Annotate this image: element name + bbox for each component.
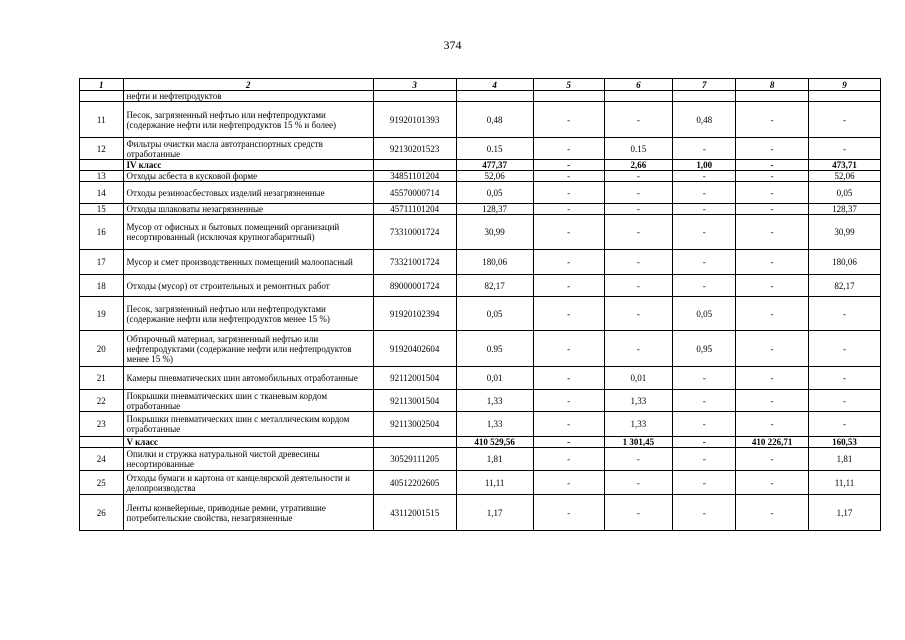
col-6-value: 2,66 [604,160,673,171]
col-4-value: 0,05 [456,182,533,204]
col-8-value: - [736,331,809,367]
col-9-value: - [809,138,881,160]
table-row [80,204,881,215]
col-6-value: - [604,471,673,495]
col-7-value: - [673,471,736,495]
waste-code: 92113001504 [373,390,456,412]
col-7-value: - [673,250,736,275]
column-header-1: 1 [80,79,124,91]
row-number: 24 [80,448,124,471]
col-9-value: - [809,390,881,412]
col-9-value: - [809,412,881,437]
row-number: 19 [80,297,124,331]
col-5-value: - [533,437,604,448]
col-6-value: - [604,250,673,275]
row-number: 18 [80,275,124,297]
waste-name: Отходы (мусор) от строительных и ремонтных работ [123,275,373,297]
col-6-value: - [604,448,673,471]
waste-code: 89000001724 [373,275,456,297]
waste-code: 40512202605 [373,471,456,495]
col-6-value: - [604,204,673,215]
col-5-value: - [533,390,604,412]
waste-code: 91920402604 [373,331,456,367]
col-8-value: - [736,250,809,275]
col-8-value: 410 226,71 [736,437,809,448]
col-6-value: - [604,215,673,250]
col-5-value: - [533,297,604,331]
table-row [80,250,881,275]
waste-name: Покрышки пневматических шин с металлическим кордом отработанные [123,412,373,437]
row-number: 25 [80,471,124,495]
col-8-value: - [736,448,809,471]
waste-code [373,437,456,448]
waste-code: 91920101393 [373,102,456,138]
col-4-value: 1,81 [456,448,533,471]
col-9-value: 82,17 [809,275,881,297]
col-5-value: - [533,495,604,531]
col-4-value: 0,01 [456,367,533,390]
col-8-value: - [736,495,809,531]
table-row [80,91,881,102]
waste-code: 73310001724 [373,215,456,250]
col-7-value: 0,48 [673,102,736,138]
col-7-value: - [673,204,736,215]
class-subtotal-row [80,160,881,171]
col-8-value: - [736,471,809,495]
table-row [80,412,881,437]
waste-code: 91920102394 [373,297,456,331]
waste-name: Песок, загрязненный нефтью или нефтепродуктами (содержание нефти или нефтепродуктов менее 15 %) [123,297,373,331]
col-9-value: - [809,367,881,390]
col-4-value [456,91,533,102]
col-5-value: - [533,102,604,138]
col-7-value: - [673,182,736,204]
col-4-value: 1,17 [456,495,533,531]
col-5-value: - [533,331,604,367]
table-row [80,297,881,331]
col-7-value: 0,95 [673,331,736,367]
col-6-value: - [604,102,673,138]
col-7-value: - [673,215,736,250]
col-9-value: - [809,297,881,331]
waste-name: Фильтры очистки масла автотранспортных средств отработанные [123,138,373,160]
col-7-value: - [673,367,736,390]
row-number: 20 [80,331,124,367]
waste-code: 30529111205 [373,448,456,471]
waste-code: 92130201523 [373,138,456,160]
col-4-value: 0,48 [456,102,533,138]
column-header-2: 2 [123,79,373,91]
column-header-6: 6 [604,79,673,91]
col-9-value: 473,71 [809,160,881,171]
col-9-value: 1,81 [809,448,881,471]
waste-code: 45570000714 [373,182,456,204]
row-number: 16 [80,215,124,250]
row-number: 14 [80,182,124,204]
col-5-value: - [533,182,604,204]
waste-name: Отходы бумаги и картона от канцелярской деятельности и делопроизводства [123,471,373,495]
col-7-value: - [673,275,736,297]
table-body [80,91,881,531]
row-number: 23 [80,412,124,437]
col-8-value: - [736,102,809,138]
col-6-value: - [604,275,673,297]
col-5-value: - [533,171,604,182]
col-8-value [736,91,809,102]
col-6-value: 1,33 [604,390,673,412]
col-8-value: - [736,390,809,412]
col-7-value: 1,00 [673,160,736,171]
col-7-value: - [673,495,736,531]
table-row [80,448,881,471]
col-8-value: - [736,138,809,160]
col-6-value: - [604,182,673,204]
col-5-value: - [533,275,604,297]
col-8-value: - [736,204,809,215]
waste-name: V класс [123,437,373,448]
waste-code: 34851101204 [373,171,456,182]
col-5-value: - [533,204,604,215]
waste-name: Покрышки пневматических шин с тканевым кордом отработанные [123,390,373,412]
col-8-value: - [736,182,809,204]
waste-code: 45711101204 [373,204,456,215]
waste-code [373,160,456,171]
col-5-value [533,91,604,102]
col-8-value: - [736,160,809,171]
col-4-value: 0.95 [456,331,533,367]
row-number: 22 [80,390,124,412]
col-4-value: 82,17 [456,275,533,297]
waste-name: Опилки и стружка натуральной чистой древесины несортированные [123,448,373,471]
table-row [80,367,881,390]
col-7-value: - [673,390,736,412]
col-8-value: - [736,412,809,437]
col-5-value: - [533,448,604,471]
page-number: 374 [443,38,462,52]
col-9-value: 1,17 [809,495,881,531]
col-5-value: - [533,138,604,160]
waste-code [373,91,456,102]
col-4-value: 477,37 [456,160,533,171]
waste-code: 92113002504 [373,412,456,437]
waste-name: нефти и нефтепродуктов [123,91,373,102]
row-number [80,160,124,171]
col-9-value: 128,37 [809,204,881,215]
col-4-value: 0,05 [456,297,533,331]
col-8-value: - [736,297,809,331]
row-number [80,91,124,102]
col-7-value: 0,05 [673,297,736,331]
waste-name: Мусор и смет производственных помещений малоопасный [123,250,373,275]
column-header-8: 8 [736,79,809,91]
col-9-value: - [809,102,881,138]
row-number [80,437,124,448]
column-header-5: 5 [533,79,604,91]
col-7-value: - [673,448,736,471]
table-row [80,331,881,367]
table-row [80,171,881,182]
table-row [80,471,881,495]
row-number: 13 [80,171,124,182]
row-number: 15 [80,204,124,215]
waste-code: 43112001515 [373,495,456,531]
col-6-value [604,91,673,102]
row-number: 12 [80,138,124,160]
col-5-value: - [533,160,604,171]
column-header-7: 7 [673,79,736,91]
col-7-value: - [673,437,736,448]
col-4-value: 128,37 [456,204,533,215]
col-5-value: - [533,471,604,495]
col-8-value: - [736,367,809,390]
row-number: 21 [80,367,124,390]
col-5-value: - [533,250,604,275]
table-row [80,215,881,250]
column-header-4: 4 [456,79,533,91]
col-7-value: - [673,412,736,437]
col-6-value: - [604,495,673,531]
col-8-value: - [736,215,809,250]
waste-name: Ленты конвейерные, приводные ремни, утратившие потребительские свойства, незагрязненные [123,495,373,531]
col-4-value: 180,06 [456,250,533,275]
col-9-value [809,91,881,102]
col-9-value: 0,05 [809,182,881,204]
waste-table [79,78,881,531]
col-6-value: - [604,297,673,331]
col-4-value: 11,11 [456,471,533,495]
col-6-value: 0,01 [604,367,673,390]
col-5-value: - [533,412,604,437]
col-7-value: - [673,138,736,160]
class-subtotal-row [80,437,881,448]
col-9-value: 30,99 [809,215,881,250]
col-6-value: - [604,171,673,182]
row-number: 26 [80,495,124,531]
col-4-value: 0.15 [456,138,533,160]
waste-name: Отходы асбеста в кусковой форме [123,171,373,182]
table-row [80,102,881,138]
waste-name: IV класс [123,160,373,171]
col-5-value: - [533,367,604,390]
column-header-9: 9 [809,79,881,91]
col-8-value: - [736,275,809,297]
col-6-value: 1,33 [604,412,673,437]
table-row [80,495,881,531]
table-row [80,275,881,297]
table-row [80,390,881,412]
table-row [80,138,881,160]
col-4-value: 410 529,56 [456,437,533,448]
col-8-value: - [736,171,809,182]
col-6-value: 0.15 [604,138,673,160]
header-row [80,79,881,91]
waste-code: 92112001504 [373,367,456,390]
col-6-value: - [604,331,673,367]
column-header-3: 3 [373,79,456,91]
col-4-value: 30,99 [456,215,533,250]
col-7-value: - [673,171,736,182]
waste-name: Камеры пневматических шин автомобильных отработанные [123,367,373,390]
table-header [80,79,881,91]
col-4-value: 1,33 [456,390,533,412]
waste-name: Песок, загрязненный нефтью или нефтепродуктами (содержание нефти или нефтепродуктов 15 % и более) [123,102,373,138]
waste-name: Отходы шлаковаты незагрязненные [123,204,373,215]
row-number: 11 [80,102,124,138]
waste-name: Отходы резиноасбестовых изделий незагрязненные [123,182,373,204]
waste-name: Мусор от офисных и бытовых помещений организаций несортированный (исключая крупногабаритный) [123,215,373,250]
col-4-value: 1,33 [456,412,533,437]
col-9-value: 180,06 [809,250,881,275]
table-row [80,182,881,204]
col-9-value: 11,11 [809,471,881,495]
waste-code: 73321001724 [373,250,456,275]
row-number: 17 [80,250,124,275]
col-5-value: - [533,215,604,250]
col-9-value: 52,06 [809,171,881,182]
col-7-value [673,91,736,102]
col-6-value: 1 301,45 [604,437,673,448]
col-9-value: - [809,331,881,367]
col-9-value: 160,53 [809,437,881,448]
col-4-value: 52,06 [456,171,533,182]
waste-name: Обтирочный материал, загрязненный нефтью или нефтепродуктами (содержание нефти или нефтепродуктов менее 15 %) [123,331,373,367]
